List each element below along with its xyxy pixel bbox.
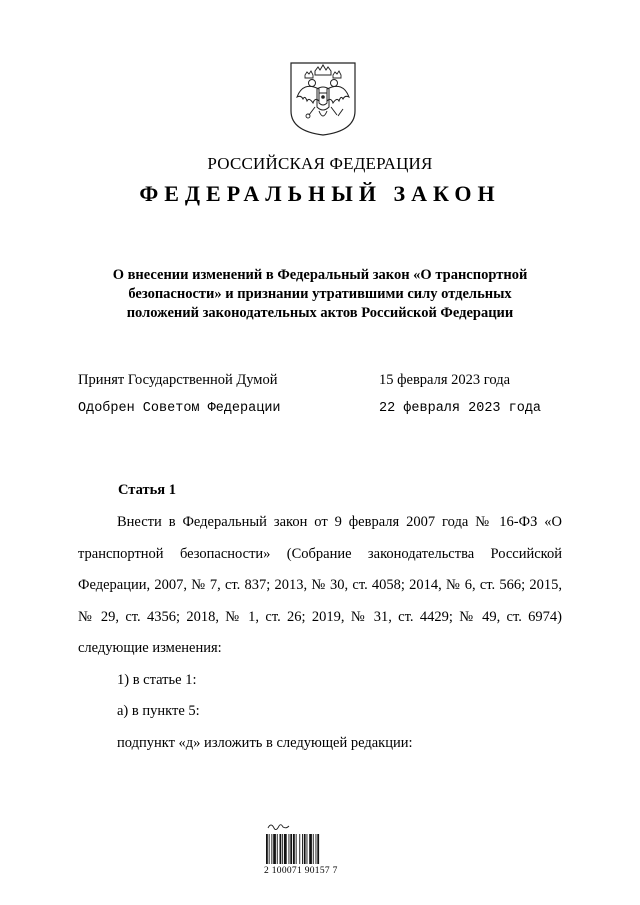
article-body (78, 507, 562, 759)
barcode-bar (273, 834, 276, 864)
barcode-bar (284, 834, 287, 864)
article-paragraph: Внести в Федеральный закон от 9 февраля 2007 года № 16-ФЗ «О транспортной безопасности» (Собрание законодательства Российской Федерации, 2007, № 7, ст. 837; 2013, № 30, ст. 4058; 2014, № 6, ст. 566; 2015, № 29, ст. 4356; 2018, № 1, ст. 26; 2019, № 31, ст. 4429; № 49, ст. 6974) следующие изменения: (78, 514, 562, 656)
article-paragraph: 1) в статье 1: (117, 671, 197, 688)
barcode-bar (293, 834, 295, 864)
barcode-bar (296, 834, 297, 864)
barcode-bar (269, 834, 270, 864)
duma-adoption-date: 15 февраля 2023 года (379, 372, 511, 388)
barcode-bar (307, 834, 308, 864)
article-paragraph: а) в пункте 5: (117, 703, 200, 719)
barcode-number: 2 100071 90157 7 (264, 866, 338, 876)
article-paragraph: подпункт «д» изложить в следующей редакции: (117, 734, 413, 751)
barcode-bar (280, 834, 282, 864)
barcode-bar (277, 834, 278, 864)
barcode-bar (266, 834, 268, 864)
barcode-bar (282, 834, 283, 864)
barcode-bar (271, 834, 272, 864)
document-type: ФЕДЕРАЛЬНЫЙ ЗАКОН (139, 181, 501, 206)
law-title-line: положений законодательных актов Российской Федерации (126, 305, 514, 321)
duma-adoption-label: Принят Государственной Думой (78, 372, 278, 388)
country-name: РОССИЙСКАЯ ФЕДЕРАЦИЯ (207, 154, 433, 173)
barcode-bar (309, 834, 312, 864)
barcode-bar (304, 834, 306, 864)
barcode-bar (302, 834, 303, 864)
barcode-bar (299, 834, 300, 864)
law-title (92, 266, 548, 323)
barcode-bar (289, 834, 290, 864)
barcode-bar (313, 834, 314, 864)
council-approval-label: Одобрен Советом Федерации (78, 401, 281, 416)
article-heading: Статья 1 (118, 482, 176, 498)
barcode-bar (317, 834, 319, 864)
barcode-bar (290, 834, 292, 864)
law-title-line: О внесении изменений в Федеральный закон «О транспортной (112, 267, 528, 283)
signature-icon (268, 825, 289, 830)
coat-of-arms-icon (289, 61, 357, 137)
barcode-bar (316, 834, 317, 864)
council-approval-date: 22 февраля 2023 года (379, 401, 542, 416)
law-title-line: безопасности» и признании утратившими силу отдельных (128, 286, 512, 302)
